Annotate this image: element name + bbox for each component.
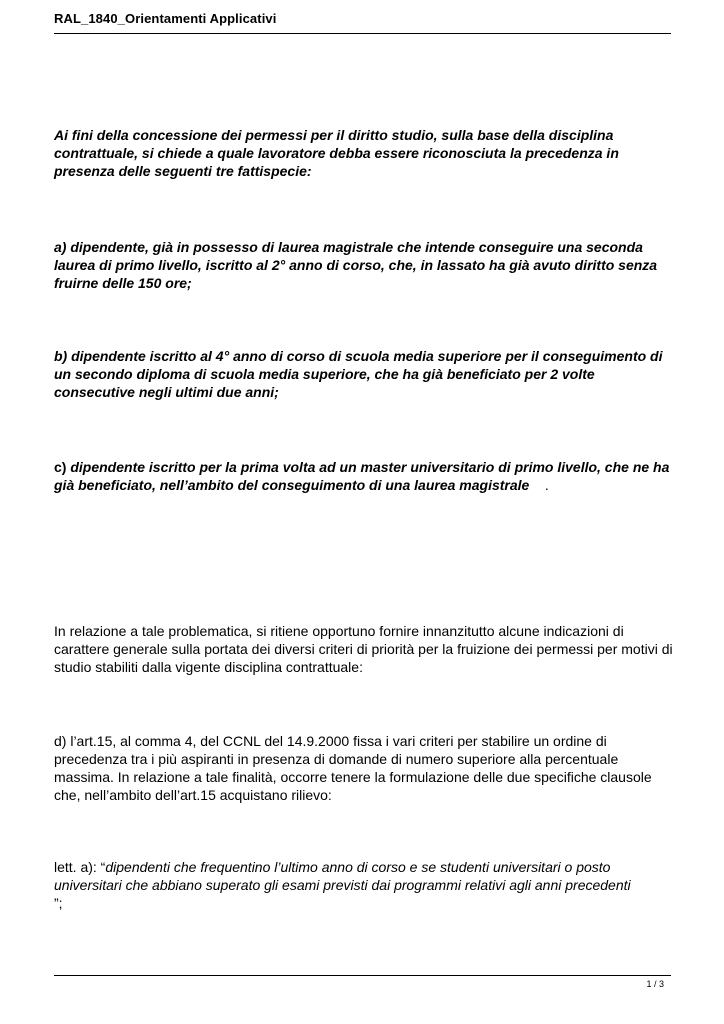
case-c-text: dipendente iscritto per la prima volta ad un master universitario di primo livello, che ne ha già beneficiato, nell’ambito del conseguimento di una laurea magistrale xyxy=(54,459,670,493)
page-number: 1 / 3 xyxy=(646,979,664,989)
answer-intro-paragraph: In relazione a tale problematica, si ritiene opportuno fornire innanzitutto alcune indicazioni di carattere generale sulla portata dei diversi criteri di priorità per la fruizione dei permessi per motivi di studio stabiliti dalla vigente disciplina contrattuale: xyxy=(54,623,673,675)
footer-divider xyxy=(54,975,671,976)
header-divider xyxy=(54,33,671,34)
lett-a-prefix: lett. a): “ xyxy=(54,859,106,875)
case-c-prefix: c) xyxy=(54,459,71,475)
lett-a-end: ”; xyxy=(54,895,63,911)
case-a-paragraph: a) dipendente, già in possesso di laurea magistrale che intende conseguire una seconda laurea di primo livello, iscritto al 2° anno di corso, che, in lassato ha già avuto diritto senza fruirne delle 150 ore; xyxy=(54,239,658,291)
point-d-paragraph: d) l’art.15, al comma 4, del CCNL del 14.9.2000 fissa i vari criteri per stabilire un ordine di precedenza tra i più aspiranti in presenza di domande di numero superiore alla percentuale massima. In relazione a tale finalità, occorre tenere la formulazione delle due specifiche clausole che, nell’ambito dell’art.15 acquistano rilievo: xyxy=(54,733,652,803)
case-c-paragraph xyxy=(54,458,674,494)
lett-a-paragraph xyxy=(54,858,674,912)
case-c-end: . xyxy=(529,477,549,493)
document-header-title: RAL_1840_Orientamenti Applicativi xyxy=(54,11,277,26)
case-b-paragraph: b) dipendente iscritto al 4° anno di corso di scuola media superiore per il conseguimento di un secondo diploma di scuola media superiore, che ha già beneficiato per 2 volte consecutive negli ultimi due anni; xyxy=(54,348,663,400)
lett-a-text: dipendenti che frequentino l’ultimo anno di corso e se studenti universitari o posto universitari che abbiano superato gli esami previsti dai programmi relativi agli anni precedenti xyxy=(54,859,631,893)
question-paragraph: Ai fini della concessione dei permessi per il diritto studio, sulla base della disciplina contrattuale, si chiede a quale lavoratore debba essere riconosciuta la precedenza in presenza delle seguenti tre fattispecie: xyxy=(54,127,619,179)
